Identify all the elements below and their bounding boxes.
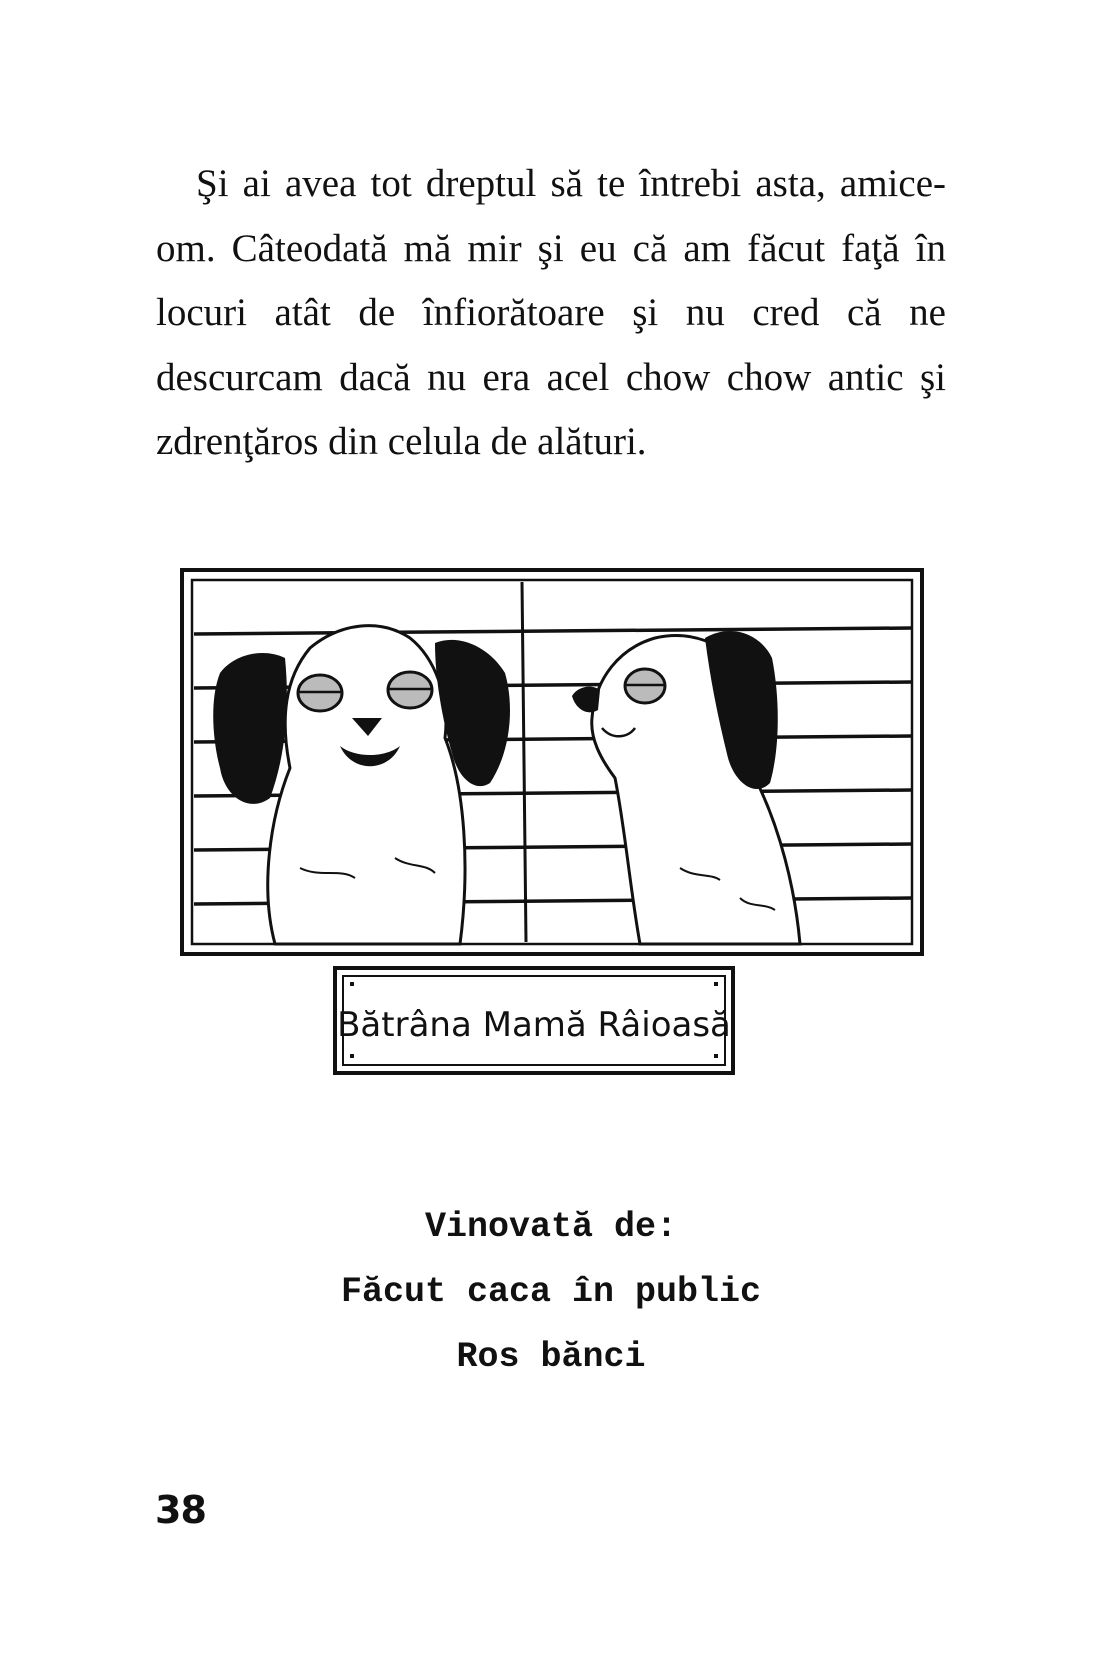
charges-heading: Vinovată de: (424, 1207, 678, 1247)
mugshot-illustration (180, 568, 926, 1108)
nameplate (335, 968, 733, 1073)
charges-block (0, 1195, 1102, 1390)
body-paragraph: Şi ai avea tot dreptul să te întrebi asta, amice-om. Câteodată mă mir şi eu că am făcut faţă în locuri atât de înfiorătoare şi nu cred că ne descurcam dacă nu era acel chow chow antic şi zdrenţăros din celula de alături. (156, 162, 946, 463)
charge-item: Ros bănci (456, 1337, 646, 1377)
charge-item: Făcut caca în public (340, 1272, 762, 1312)
page-number: 38 (155, 1488, 206, 1532)
nameplate-label: Bătrâna Mamă Râioasă (337, 1005, 731, 1045)
